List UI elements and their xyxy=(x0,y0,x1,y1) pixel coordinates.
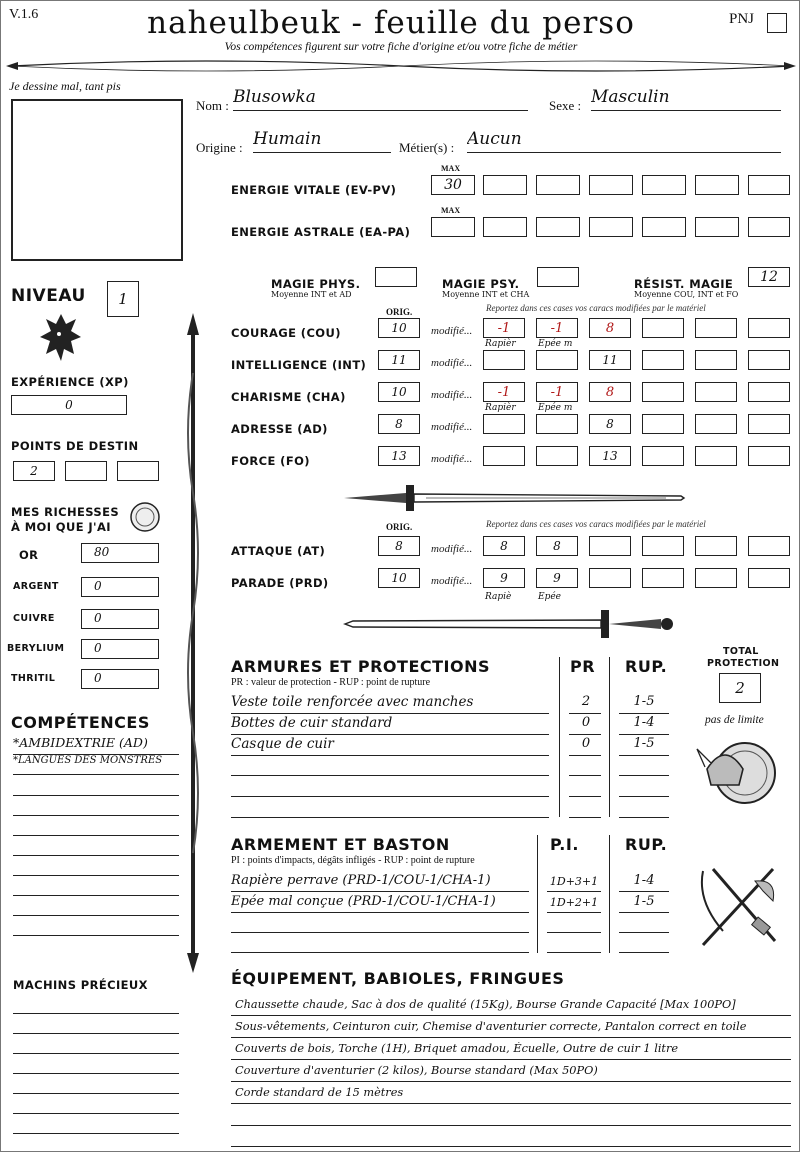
wealth-or-label: OR xyxy=(19,548,39,562)
weapons-rup-header: RUP. xyxy=(625,835,668,854)
combat-mod-box[interactable] xyxy=(642,568,684,588)
stat-mod-box[interactable] xyxy=(748,382,790,402)
weapon-line[interactable] xyxy=(547,932,601,933)
stats-note: Reportez dans ces cases vos caracs modifiées par le matériel xyxy=(486,303,706,313)
modifie-label: modifié... xyxy=(431,453,473,465)
magie-phys-sub: Moyenne INT et AD xyxy=(271,290,352,299)
stat-mod-box[interactable] xyxy=(483,414,525,434)
stat-mod-box[interactable] xyxy=(695,318,737,338)
niveau-box[interactable]: 1 xyxy=(107,281,139,317)
ea-track-box[interactable] xyxy=(642,217,686,237)
precious-line[interactable] xyxy=(13,1113,179,1114)
armures-label: ARMURES ET PROTECTIONS xyxy=(231,657,490,676)
weapon-note: Epée m xyxy=(538,339,573,349)
stat-mod-box[interactable] xyxy=(536,350,578,370)
wealth-thritil-label: THRITIL xyxy=(11,673,56,684)
decorative-spear-divider xyxy=(6,51,796,81)
stat-label: CHARISME (CHA) xyxy=(231,390,346,404)
total-protection-label-2: PROTECTION xyxy=(707,658,780,669)
equipment-line[interactable]: Couverts de bois, Torche (1H), Briquet amadou, Écuelle, Outre de cuir 1 litre xyxy=(235,1042,679,1055)
weapon-line xyxy=(619,891,669,892)
armor-line xyxy=(569,713,601,714)
modifie-label: modifié... xyxy=(431,543,473,555)
stat-mod-box[interactable] xyxy=(483,446,525,466)
armor-line xyxy=(569,734,601,735)
armor-line xyxy=(231,734,549,735)
precious-line[interactable] xyxy=(13,1053,179,1054)
niveau-label: NIVEAU xyxy=(11,286,86,306)
weapons-column-divider xyxy=(537,835,538,953)
richesses-label: MES RICHESSES xyxy=(11,505,120,519)
stat-mod-box[interactable] xyxy=(642,414,684,434)
no-limit-label: pas de limite xyxy=(705,714,764,726)
armor-line xyxy=(619,755,669,756)
stat-mod-box[interactable]: -1 xyxy=(483,382,525,402)
equipment-rule[interactable] xyxy=(231,1125,791,1126)
stat-mod-box[interactable]: -1 xyxy=(536,382,578,402)
weapon-line xyxy=(231,912,529,913)
ea-label: ENERGIE ASTRALE (EA-PA) xyxy=(231,225,411,239)
version-label: V.1.6 xyxy=(9,7,39,22)
stat-mod-box[interactable] xyxy=(695,382,737,402)
weapon-note: Epée xyxy=(538,592,561,602)
competence-line[interactable] xyxy=(13,915,179,916)
stat-orig-box[interactable]: 11 xyxy=(378,350,420,370)
resist-magie-sub: Moyenne COU, INT et FO xyxy=(634,290,739,299)
competence-line[interactable] xyxy=(13,875,179,876)
stat-orig-box[interactable]: 10 xyxy=(378,382,420,402)
competence-line[interactable] xyxy=(13,855,179,856)
orig-label: ORIG. xyxy=(386,307,413,317)
modifie-label: modifié... xyxy=(431,357,473,369)
weapon-note: Rapièr xyxy=(485,403,516,413)
combat-label: PARADE (PRD) xyxy=(231,576,329,590)
armor-line xyxy=(231,755,549,756)
magie-phys-label: MAGIE PHYS. xyxy=(271,277,361,291)
pnj-label: PNJ xyxy=(729,11,755,27)
wealth-argent-label: ARGENT xyxy=(13,581,59,592)
destin-label: POINTS DE DESTIN xyxy=(11,439,139,453)
stat-mod-box[interactable]: 11 xyxy=(589,350,631,370)
equipement-label: ÉQUIPEMENT, BABIOLES, FRINGUES xyxy=(231,969,565,988)
equipment-rule xyxy=(231,1081,791,1082)
competence-line[interactable]: *AMBIDEXTRIE (AD) xyxy=(13,735,179,755)
equipment-rule xyxy=(231,1059,791,1060)
stat-mod-box[interactable]: 8 xyxy=(589,382,631,402)
magie-psy-box[interactable] xyxy=(537,267,579,287)
weapon-rup[interactable]: 1-5 xyxy=(633,894,655,909)
stat-mod-box[interactable] xyxy=(695,350,737,370)
wealth-argent-box[interactable]: 0 xyxy=(81,577,159,597)
stat-mod-box[interactable] xyxy=(483,350,525,370)
precious-line[interactable] xyxy=(13,1093,179,1094)
armor-name[interactable]: Casque de cuir xyxy=(231,736,334,752)
armor-pr[interactable]: 0 xyxy=(581,736,591,751)
precious-line[interactable] xyxy=(13,1073,179,1074)
weapons-column-divider xyxy=(609,835,610,953)
stat-mod-box[interactable] xyxy=(642,318,684,338)
machins-precieux-label: MACHINS PRÉCIEUX xyxy=(13,978,148,992)
precious-line[interactable] xyxy=(13,1033,179,1034)
weapon-name[interactable]: Epée mal conçue (PRD-1/COU-1/CHA-1) xyxy=(231,894,496,909)
pr-header: PR xyxy=(570,657,596,676)
stat-label: ADRESSE (AD) xyxy=(231,422,328,436)
stat-mod-box[interactable] xyxy=(695,414,737,434)
helmet-shield-icon xyxy=(695,729,779,813)
resist-magie-label: RÉSIST. MAGIE xyxy=(634,277,734,291)
precious-line[interactable] xyxy=(13,1013,179,1014)
armor-line[interactable] xyxy=(569,796,601,797)
armures-sub: PR : valeur de protection - RUP : point de rupture xyxy=(231,677,431,688)
weapon-line xyxy=(547,912,601,913)
xp-label: EXPÉRIENCE (XP) xyxy=(11,375,129,389)
destin-box[interactable] xyxy=(117,461,159,481)
armement-label: ARMEMENT ET BASTON xyxy=(231,835,450,854)
stat-mod-box[interactable]: 8 xyxy=(589,414,631,434)
combat-mod-box[interactable] xyxy=(695,536,737,556)
weapon-line[interactable] xyxy=(619,952,669,953)
modifie-label: modifié... xyxy=(431,325,473,337)
origine-field[interactable]: Humain xyxy=(253,129,391,153)
equipment-rule xyxy=(231,1015,791,1016)
magie-phys-box[interactable] xyxy=(375,267,417,287)
stat-mod-box[interactable] xyxy=(642,350,684,370)
combat-mod-box[interactable] xyxy=(695,568,737,588)
stat-mod-box[interactable] xyxy=(536,446,578,466)
combat-mod-box[interactable]: 9 xyxy=(536,568,578,588)
equipment-line[interactable]: Corde standard de 15 mètres xyxy=(235,1086,404,1099)
armor-line[interactable] xyxy=(231,796,549,797)
armor-line[interactable] xyxy=(619,796,669,797)
nom-field[interactable]: Blusowka xyxy=(233,87,528,111)
stat-mod-box[interactable]: -1 xyxy=(536,318,578,338)
portrait-caption: Je dessine mal, tant pis xyxy=(9,79,121,93)
total-protection-label: TOTAL xyxy=(723,646,759,657)
sexe-label: Sexe : xyxy=(549,98,582,113)
metier-label: Métier(s) : xyxy=(399,140,455,155)
stat-orig-box[interactable]: 13 xyxy=(378,446,420,466)
armor-name[interactable]: Veste toile renforcée avec manches xyxy=(231,694,474,710)
wealth-cuivre-label: CUIVRE xyxy=(13,613,55,624)
armor-line[interactable] xyxy=(619,817,669,818)
equipment-rule[interactable] xyxy=(231,1146,791,1147)
wealth-thritil-box[interactable]: 0 xyxy=(81,669,159,689)
stat-label: INTELLIGENCE (INT) xyxy=(231,358,367,372)
stat-mod-box[interactable]: 13 xyxy=(589,446,631,466)
weapon-line[interactable] xyxy=(231,952,529,953)
weapon-note: Rapièr xyxy=(485,339,516,349)
ea-track-box[interactable] xyxy=(748,217,790,237)
destin-box[interactable] xyxy=(65,461,107,481)
armor-line[interactable] xyxy=(231,817,549,818)
stat-mod-box[interactable] xyxy=(748,318,790,338)
armor-line[interactable] xyxy=(569,817,601,818)
combat-mod-box[interactable] xyxy=(642,536,684,556)
ea-max-label: MAX xyxy=(441,206,461,215)
weapon-line[interactable] xyxy=(231,932,529,933)
weapon-line xyxy=(231,891,529,892)
competence-line[interactable] xyxy=(13,835,179,836)
stat-mod-box[interactable] xyxy=(536,414,578,434)
total-protection-box[interactable]: 2 xyxy=(719,673,761,703)
stat-mod-box[interactable] xyxy=(642,382,684,402)
nom-label: Nom : xyxy=(196,98,229,113)
competence-line[interactable] xyxy=(13,795,179,796)
spear-icon xyxy=(181,313,205,973)
richesses-label-2: À MOI QUE J'AI xyxy=(11,520,111,534)
metier-field[interactable]: Aucun xyxy=(467,129,781,153)
magie-psy-sub: Moyenne INT et CHA xyxy=(442,290,530,299)
combat-mod-box[interactable]: 8 xyxy=(536,536,578,556)
stat-mod-box[interactable] xyxy=(748,414,790,434)
armor-column-divider xyxy=(609,657,610,817)
armor-pr[interactable]: 0 xyxy=(581,715,591,730)
competence-line[interactable] xyxy=(13,895,179,896)
origine-label: Origine : xyxy=(196,140,243,155)
ea-track-box[interactable] xyxy=(695,217,739,237)
competence-line[interactable] xyxy=(13,815,179,816)
ev-label: ENERGIE VITALE (EV-PV) xyxy=(231,183,397,197)
sword-icon xyxy=(336,481,686,515)
armor-column-divider xyxy=(559,657,560,817)
armor-line xyxy=(231,713,549,714)
precious-line[interactable] xyxy=(13,1133,179,1134)
sheet-subtitle: Vos compétences figurent sur votre fiche d'origine et/ou votre fiche de métier xyxy=(224,41,578,53)
ev-max-label: MAX xyxy=(441,164,461,173)
weapon-line[interactable] xyxy=(619,932,669,933)
equipment-line[interactable]: Sous-vêtements, Ceinturon cuir, Chemise d'aventurier correcte, Pantalon correct en toile xyxy=(235,1020,747,1033)
combat-mod-box[interactable]: 9 xyxy=(483,568,525,588)
stat-orig-box[interactable]: 10 xyxy=(378,318,420,338)
pnj-checkbox[interactable] xyxy=(767,13,787,33)
wealth-berylium-box[interactable]: 0 xyxy=(81,639,159,659)
xp-box[interactable]: 0 xyxy=(11,395,127,415)
crossed-weapons-icon xyxy=(693,861,785,951)
ev-value-box[interactable]: 30 xyxy=(431,175,475,195)
combat-note: Reportez dans ces cases vos caracs modifiées par le matériel xyxy=(486,519,706,529)
equipment-line[interactable]: Chaussette chaude, Sac à dos de qualité (15Kg), Bourse Grande Capacité [Max 100PO] xyxy=(235,998,736,1011)
armor-rup[interactable]: 1-5 xyxy=(633,694,655,709)
stat-mod-box[interactable] xyxy=(748,446,790,466)
competence-line[interactable] xyxy=(13,935,179,936)
stat-mod-box[interactable]: 8 xyxy=(589,318,631,338)
stat-mod-box[interactable] xyxy=(695,446,737,466)
combat-label: ATTAQUE (AT) xyxy=(231,544,326,558)
combat-orig-box[interactable]: 10 xyxy=(378,568,420,588)
modifie-label: modifié... xyxy=(431,389,473,401)
armor-pr[interactable]: 2 xyxy=(581,694,591,709)
armement-sub: PI : points d'impacts, dégâts infligés - RUP : point de rupture xyxy=(231,855,475,866)
stat-mod-box[interactable]: -1 xyxy=(483,318,525,338)
wealth-cuivre-box[interactable]: 0 xyxy=(81,609,159,629)
rup-header: RUP. xyxy=(625,657,668,676)
combat-orig-label: ORIG. xyxy=(386,522,413,532)
armor-name[interactable]: Bottes de cuir standard xyxy=(231,715,393,731)
ev-track-box[interactable] xyxy=(536,175,580,195)
ev-track-box[interactable] xyxy=(642,175,686,195)
armor-line[interactable] xyxy=(569,775,601,776)
modifie-label: modifié... xyxy=(431,575,473,587)
armor-rup[interactable]: 1-4 xyxy=(633,715,655,730)
armor-rup[interactable]: 1-5 xyxy=(633,736,655,751)
armor-line[interactable] xyxy=(619,775,669,776)
ev-track-box[interactable] xyxy=(748,175,790,195)
ev-track-box[interactable] xyxy=(483,175,527,195)
weapon-note: Rapiè xyxy=(485,592,512,602)
stat-mod-box[interactable] xyxy=(748,350,790,370)
combat-mod-box[interactable] xyxy=(748,536,790,556)
weapon-line xyxy=(547,891,601,892)
equipment-rule xyxy=(231,1103,791,1104)
sexe-field[interactable]: Masculin xyxy=(591,87,781,111)
magie-psy-label: MAGIE PSY. xyxy=(442,277,520,291)
coin-icon xyxy=(129,501,161,533)
weapon-pi[interactable]: 1D+2+1 xyxy=(549,896,599,909)
resist-magie-box[interactable]: 12 xyxy=(748,267,790,287)
wealth-berylium-label: BERYLIUM xyxy=(7,643,65,654)
ea-track-box[interactable] xyxy=(483,217,527,237)
stat-label: FORCE (FO) xyxy=(231,454,310,468)
ev-track-box[interactable] xyxy=(695,175,739,195)
competences-label: COMPÉTENCES xyxy=(11,713,150,732)
sheet-title: naheulbeuk - feuille du perso xyxy=(147,5,635,41)
weapon-note: Epée m xyxy=(538,403,573,413)
weapon-name[interactable]: Rapière perrave (PRD-1/COU-1/CHA-1) xyxy=(231,873,491,888)
combat-mod-box[interactable]: 8 xyxy=(483,536,525,556)
combat-mod-box[interactable] xyxy=(589,536,631,556)
combat-mod-box[interactable] xyxy=(748,568,790,588)
equipment-rule xyxy=(231,1037,791,1038)
stat-orig-box[interactable]: 8 xyxy=(378,414,420,434)
ea-track-box[interactable] xyxy=(536,217,580,237)
ea-track-box[interactable] xyxy=(589,217,633,237)
competence-line[interactable]: *LANGUES DES MONSTRES xyxy=(13,755,179,775)
weapon-rup[interactable]: 1-4 xyxy=(633,873,655,888)
wealth-or-box[interactable]: 80 xyxy=(81,543,159,563)
sword-icon xyxy=(341,607,681,641)
weapon-pi[interactable]: 1D+3+1 xyxy=(549,875,599,888)
dragon-icon xyxy=(36,309,86,364)
modifie-label: modifié... xyxy=(431,421,473,433)
stat-mod-box[interactable] xyxy=(642,446,684,466)
stat-label: COURAGE (COU) xyxy=(231,326,341,340)
pi-header: P.I. xyxy=(550,835,579,854)
armor-line[interactable] xyxy=(231,775,549,776)
portrait-box[interactable] xyxy=(11,99,183,261)
combat-orig-box[interactable]: 8 xyxy=(378,536,420,556)
equipment-line[interactable]: Couverture d'aventurier (2 kilos), Bourse standard (Max 50PO) xyxy=(235,1064,598,1077)
ev-track-box[interactable] xyxy=(589,175,633,195)
ea-value-box[interactable] xyxy=(431,217,475,237)
combat-mod-box[interactable] xyxy=(589,568,631,588)
armor-line xyxy=(569,755,601,756)
weapon-line xyxy=(619,912,669,913)
armor-line xyxy=(619,713,669,714)
weapon-line[interactable] xyxy=(547,952,601,953)
destin-box[interactable]: 2 xyxy=(13,461,55,481)
armor-line xyxy=(619,734,669,735)
